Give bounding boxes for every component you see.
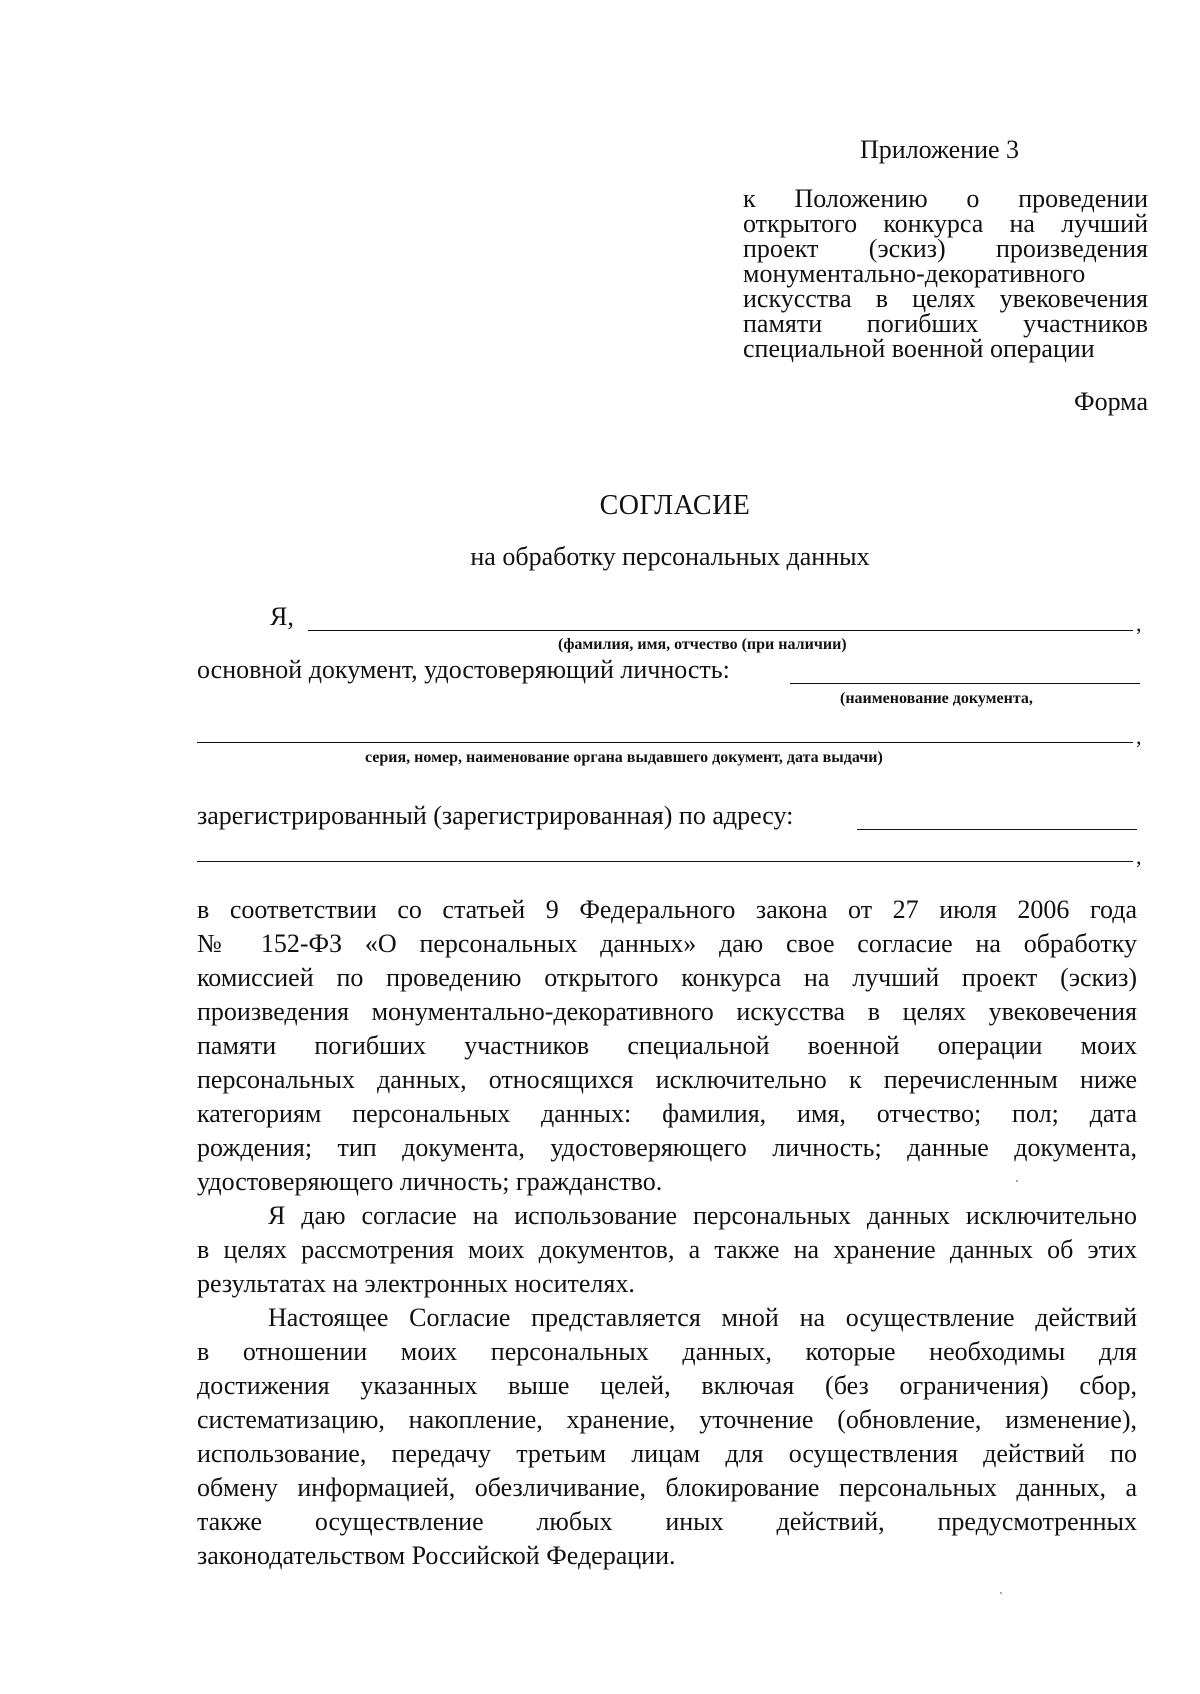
body-line: удостоверяющего личность; гражданство. xyxy=(197,1167,663,1196)
id-details-hint: серия, номер, наименование органа выдавшего документ, дата выдачи) xyxy=(365,749,883,766)
name-fill-line[interactable] xyxy=(308,630,1133,631)
address-fill-line-2[interactable] xyxy=(197,861,1133,862)
appendix-ref-line: монументально-декоративного xyxy=(743,259,1086,288)
appendix-ref-line: к Положению о проведении xyxy=(743,184,1148,213)
appendix-ref-line: открытого конкурса на лучший xyxy=(743,209,1148,238)
id-document-hint: (наименование документа, xyxy=(840,690,1033,707)
appendix-reference xyxy=(743,186,1148,361)
body-line: обмену информацией, обезличивание, блокирование персональных данных, а xyxy=(197,1473,1137,1502)
id-document-fill-line[interactable] xyxy=(790,683,1140,684)
body-line: в соответствии со статьей 9 Федерального закона от 27 июля 2006 года xyxy=(197,895,1137,924)
body-line: рождения; тип документа, удостоверяющего личность; данные документа, xyxy=(197,1133,1137,1162)
appendix-title: Приложение 3 xyxy=(860,135,1020,164)
id-details-comma: , xyxy=(1136,724,1142,749)
body-line: памяти погибших участников специальной военной операции моих xyxy=(197,1031,1137,1060)
body-line: № 152-ФЗ «О персональных данных» даю свое согласие на обработку xyxy=(197,929,1137,958)
scan-speck xyxy=(1016,1180,1018,1182)
body-line: Я даю согласие на использование персональных данных исключительно xyxy=(268,1201,1137,1230)
body-line: произведения монументально-декоративного искусства в целях увековечения xyxy=(197,997,1137,1026)
body-line: законодательством Российской Федерации. xyxy=(197,1541,676,1570)
body-line: результатах на электронных носителях. xyxy=(197,1269,635,1298)
body-line: использование, передачу третьим лицам для осуществления действий по xyxy=(197,1439,1137,1468)
body-line: категориям персональных данных: фамилия, имя, отчество; пол; дата xyxy=(197,1099,1137,1128)
document-subtitle: на обработку персональных данных xyxy=(470,542,870,571)
document-title: СОГЛАСИЕ xyxy=(599,490,751,521)
scan-speck xyxy=(1000,1592,1002,1594)
id-document-label: основной документ, удостоверяющий личность: xyxy=(197,655,730,684)
body-line: достижения указанных выше целей, включая (без ограничения) сбор, xyxy=(197,1371,1137,1400)
name-prefix: Я, xyxy=(270,602,294,631)
body-line: персональных данных, относящихся исключительно к перечисленным ниже xyxy=(197,1065,1137,1094)
name-comma: , xyxy=(1136,611,1142,636)
body-line: также осуществление любых иных действий, предусмотренных xyxy=(197,1507,1137,1536)
appendix-ref-line: памяти погибших участников xyxy=(743,309,1148,338)
id-details-fill-line[interactable] xyxy=(197,742,1133,743)
body-line: Настоящее Согласие представляется мной на осуществление действий xyxy=(268,1303,1137,1332)
address-label: зарегистрированный (зарегистрированная) по адресу: xyxy=(197,801,794,830)
address-comma: , xyxy=(1136,844,1142,869)
name-hint: (фамилия, имя, отчество (при наличии) xyxy=(558,636,847,653)
body-line: в целях рассмотрения моих документов, а также на хранение данных об этих xyxy=(197,1235,1137,1264)
body-line: систематизацию, накопление, хранение, уточнение (обновление, изменение), xyxy=(197,1405,1137,1434)
appendix-ref-line: специальной военной операции xyxy=(743,334,1095,363)
address-fill-line[interactable] xyxy=(857,829,1137,830)
appendix-ref-line: проект (эскиз) произведения xyxy=(743,234,1148,263)
appendix-ref-line: искусства в целях увековечения xyxy=(743,284,1148,313)
body-line: в отношении моих персональных данных, которые необходимы для xyxy=(197,1337,1137,1366)
form-label: Форма xyxy=(1074,387,1148,416)
body-line: комиссией по проведению открытого конкурса на лучший проект (эскиз) xyxy=(197,963,1137,992)
